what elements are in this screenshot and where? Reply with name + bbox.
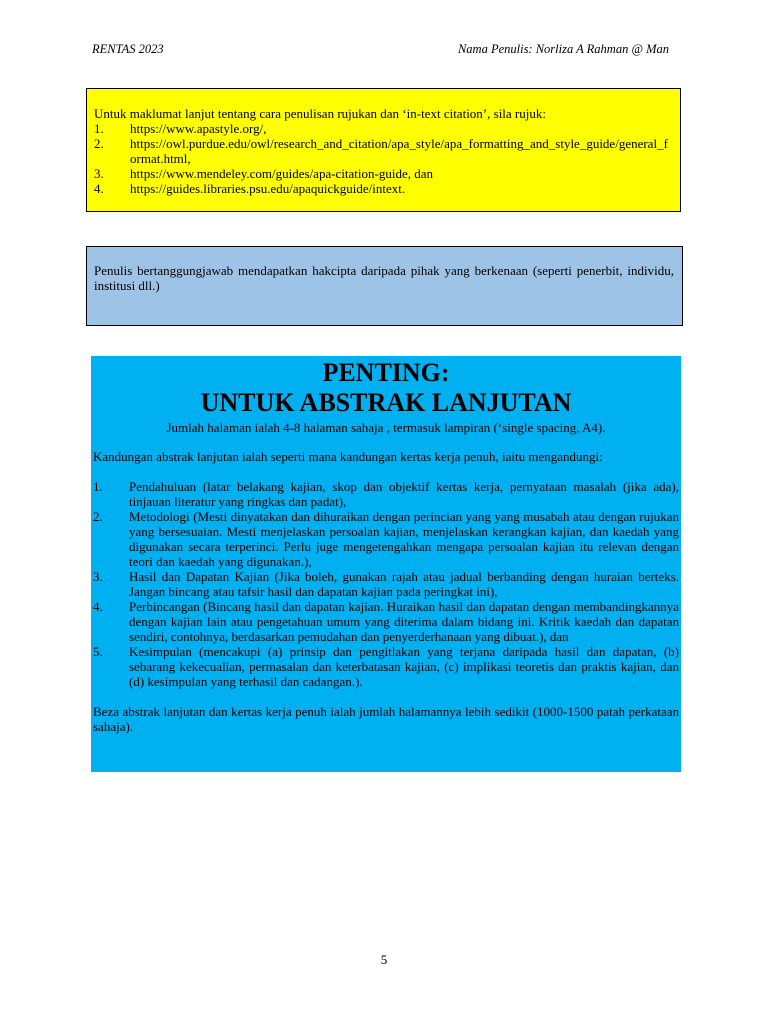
content-item-text: Pendahuluan (latar belakang kajian, skop dan objektif kertas kerja, pernyataan masalah (jika ada), tinjauan literatur yang ringkas dan padat), bbox=[129, 479, 679, 509]
important-title: PENTING: bbox=[322, 358, 450, 387]
content-item-number: 2. bbox=[93, 509, 103, 524]
reference-number: 3. bbox=[94, 166, 104, 181]
reference-item bbox=[94, 136, 672, 166]
content-item bbox=[93, 479, 679, 509]
content-item-number: 4. bbox=[93, 599, 103, 614]
content-item-number: 1. bbox=[93, 479, 103, 494]
reference-info-box bbox=[86, 88, 681, 212]
content-item-text: Metodologi (Mesti dinyatakan dan dihuraikan dengan perincian yang yang musabah atau dengan rujukan yang bersesuaian. Mesti menjelaskan persoalan kajian, menjelaskan kerangkan kajian, dan kaedah yang digunakan secara terperinci. Perlu juge mengetengahkan mengapa persoalan kajian itu relevan dengan teori dan kaedah yang digunakan.), bbox=[129, 509, 679, 569]
content-item bbox=[93, 599, 679, 644]
content-item-number: 5. bbox=[93, 644, 103, 659]
reference-intro: Untuk maklumat lanjut tentang cara penulisan rujukan dan ‘in-text citation’, sila rujuk: bbox=[94, 106, 546, 121]
content-item bbox=[93, 569, 679, 599]
content-item-text: Kesimpulan (mencakupi (a) prinsip dan pengitlakan yang terjana daripada hasil dan dapatan, (b) sebarang kekecualian, permasalan dan keterbatasan kajian, (c) implikasi teoretis dan praktis kajian, dan (d) kesimpulan yang terhasil dan cadangan.). bbox=[129, 644, 679, 689]
reference-item bbox=[94, 166, 672, 181]
reference-link[interactable]: https://www.mendeley.com/guides/apa-citation-guide, dan bbox=[130, 166, 434, 181]
content-item bbox=[93, 644, 679, 689]
content-intro: Kandungan abstrak lanjutan ialah seperti mana kandungan kertas kerja penuh, iaitu mengandungi: bbox=[93, 449, 603, 464]
content-item-text: Hasil dan Dapatan Kajian (Jika boleh, gunakan rajah atau jadual berbanding dengan huraian berteks. Jangan bincang atau tafsir hasil dan dapatan kajian pada peringkat ini), bbox=[129, 569, 679, 599]
reference-link[interactable]: https://owl.purdue.edu/owl/research_and_citation/apa_style/apa_formatting_and_style_guide/general_format.html, bbox=[130, 136, 668, 166]
closing-note: Beza abstrak lanjutan dan kertas kerja penuh ialah jumlah halamannya lebih sedikit (1000-1500 patah perkataan sahaja). bbox=[93, 704, 679, 734]
copyright-note-box bbox=[86, 246, 683, 326]
content-item bbox=[93, 509, 679, 569]
header-author-name: Nama Penulis: Norliza A Rahman @ Man bbox=[457, 42, 669, 56]
content-list bbox=[93, 479, 679, 689]
content-item-text: Perbincangan (Bincang hasil dan dapatan kajian. Huraikan hasil dan dapatan dengan membandingkannya dengan kajian lain atau pengetahuan umum yang diterima dalam bidang ini. Kritik kaedah dan dapatan sendiri, contohnya, berdasarkan pemudahan dan penyerderhanaan yang dibuat.), dan bbox=[129, 599, 679, 644]
reference-number: 2. bbox=[94, 136, 104, 151]
reference-item bbox=[94, 181, 672, 196]
extended-abstract-title: UNTUK ABSTRAK LANJUTAN bbox=[200, 388, 572, 417]
content-item-number: 3. bbox=[93, 569, 103, 584]
important-abstract-box bbox=[91, 356, 681, 772]
page-number: 5 bbox=[380, 952, 388, 967]
header-journal-name: RENTAS 2023 bbox=[92, 42, 164, 56]
reference-list bbox=[94, 121, 672, 196]
reference-number: 1. bbox=[94, 121, 104, 136]
reference-item bbox=[94, 121, 672, 136]
reference-link[interactable]: https://guides.libraries.psu.edu/apaquickguide/intext. bbox=[130, 181, 406, 196]
page-limit-note: Jumlah halaman ialah 4-8 halaman sahaja , termasuk lampiran (‘single spacing, A4). bbox=[166, 420, 606, 435]
reference-number: 4. bbox=[94, 181, 104, 196]
reference-link[interactable]: https://www.apastyle.org/, bbox=[130, 121, 267, 136]
copyright-note-text: Penulis bertanggungjawab mendapatkan hakcipta daripada pihak yang berkenaan (seperti penerbit, individu, institusi dll.) bbox=[94, 263, 674, 293]
